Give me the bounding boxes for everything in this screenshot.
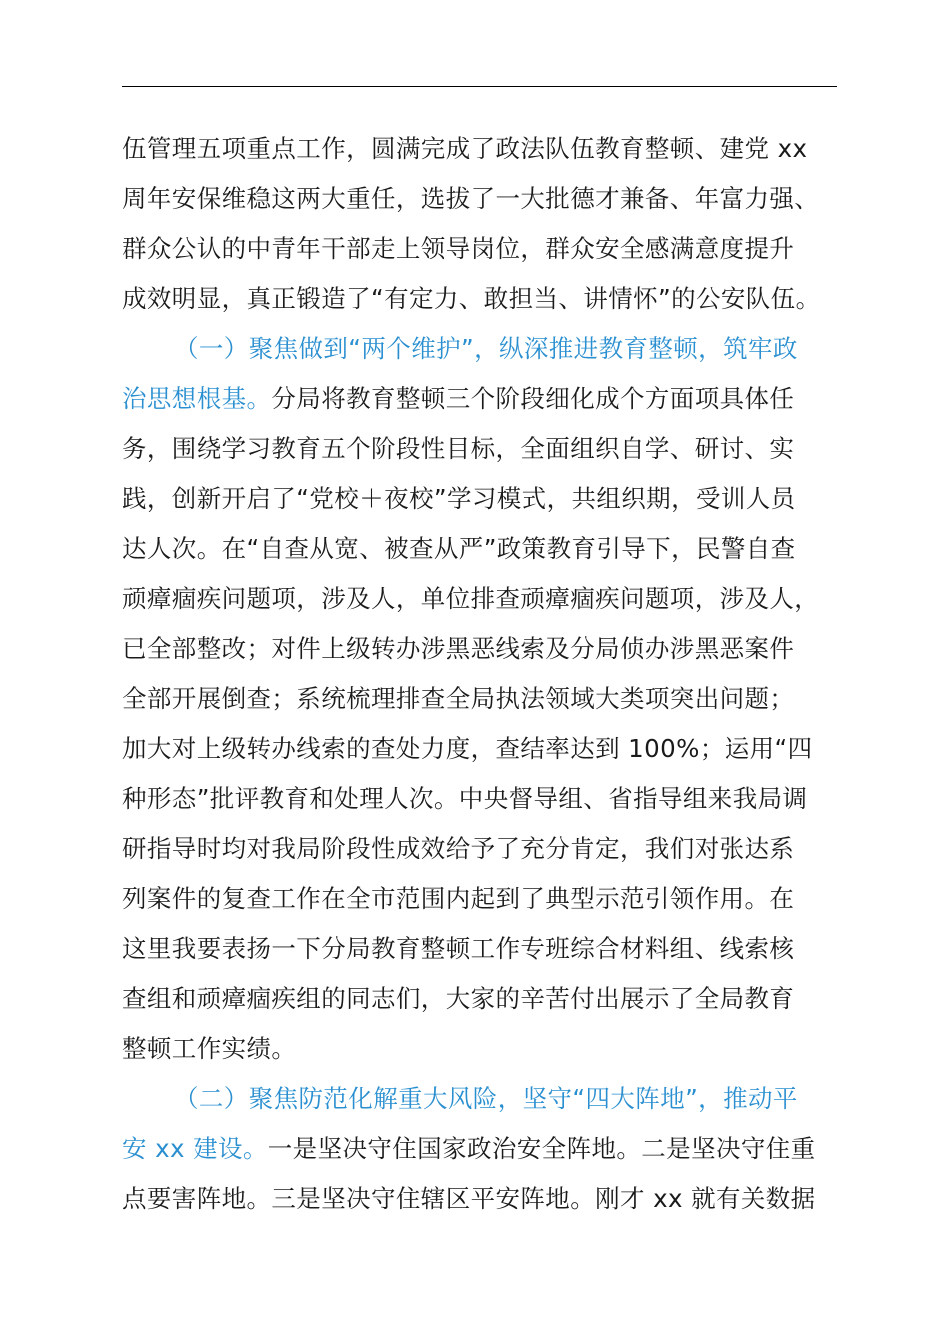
- body-text: 一是坚决守住国家政治安全阵地。二是坚决守住重: [267, 1134, 816, 1163]
- body-text: 群众公认的中青年干部走上领导岗位，群众安全感满意度提升: [122, 234, 795, 263]
- body-text: 务，围绕学习教育五个阶段性目标，全面组织自学、研讨、实: [122, 434, 795, 463]
- text-line: [122, 274, 842, 324]
- text-line: [122, 374, 842, 424]
- text-line: [122, 974, 842, 1024]
- text-line: [122, 424, 842, 474]
- text-line: [122, 224, 842, 274]
- body-text: 种形态”批评教育和处理人次。中央督导组、省指导组来我局调: [122, 784, 808, 813]
- body-text: 顽瘴痼疾问题项，涉及人，单位排查顽瘴痼疾问题项，涉及人，: [122, 584, 820, 613]
- body-text: 点要害阵地。三是坚决守住辖区平安阵地。刚才 xx 就有关数据: [122, 1184, 816, 1213]
- body-text: 全部开展倒查；系统梳理排查全局执法领域大类项突出问题；: [122, 684, 795, 713]
- body-text: 查组和顽瘴痼疾组的同志们，大家的辛苦付出展示了全局教育: [122, 984, 795, 1013]
- text-line: [122, 324, 842, 374]
- header-rule: [122, 86, 837, 87]
- body-text: 分局将教育整顿三个阶段细化成个方面项具体任: [271, 384, 795, 413]
- body-text: 成效明显，真正锻造了“有定力、敢担当、讲情怀”的公安队伍。: [122, 284, 821, 313]
- body-text: 列案件的复查工作在全市范围内起到了典型示范引领作用。在: [122, 884, 795, 913]
- section-heading-text: （一）聚焦做到“两个维护”，纵深推进教育整顿，筑牢政: [174, 334, 798, 363]
- text-line: [122, 1174, 842, 1224]
- text-line: [122, 474, 842, 524]
- body-text: 研指导时均对我局阶段性成效给予了充分肯定，我们对张达系: [122, 834, 795, 863]
- text-line: [122, 674, 842, 724]
- text-line: [122, 724, 842, 774]
- text-line: [122, 1074, 842, 1124]
- text-line: [122, 1024, 842, 1074]
- section-heading-text: 安 xx 建设。: [122, 1134, 268, 1163]
- text-line: [122, 774, 842, 824]
- body-text: 加大对上级转办线索的查处力度，查结率达到 100%；运用“四: [122, 734, 813, 763]
- text-line: [122, 174, 842, 224]
- document-body: [122, 124, 842, 1224]
- body-text: 周年安保维稳这两大重任，选拔了一大批德才兼备、年富力强、: [122, 184, 820, 213]
- text-line: [122, 524, 842, 574]
- body-text: 达人次。在“自查从宽、被查从严”政策教育引导下，民警自查: [122, 534, 796, 563]
- body-text: 已全部整改；对件上级转办涉黑恶线索及分局侦办涉黑恶案件: [122, 634, 795, 663]
- text-line: [122, 924, 842, 974]
- section-heading-text: 治思想根基。: [122, 384, 272, 413]
- text-line: [122, 874, 842, 924]
- body-text: 这里我要表扬一下分局教育整顿工作专班综合材料组、线索核: [122, 934, 795, 963]
- text-line: [122, 1124, 842, 1174]
- text-line: [122, 624, 842, 674]
- text-line: [122, 824, 842, 874]
- section-heading-text: （二）聚焦防范化解重大风险，坚守“四大阵地”，推动平: [174, 1084, 798, 1113]
- body-text: 践，创新开启了“党校＋夜校”学习模式，共组织期，受训人员: [122, 484, 796, 513]
- text-line: [122, 124, 842, 174]
- body-text: 伍管理五项重点工作，圆满完成了政法队伍教育整顿、建党 xx: [122, 134, 808, 163]
- text-line: [122, 574, 842, 624]
- body-text: 整顿工作实绩。: [122, 1034, 297, 1063]
